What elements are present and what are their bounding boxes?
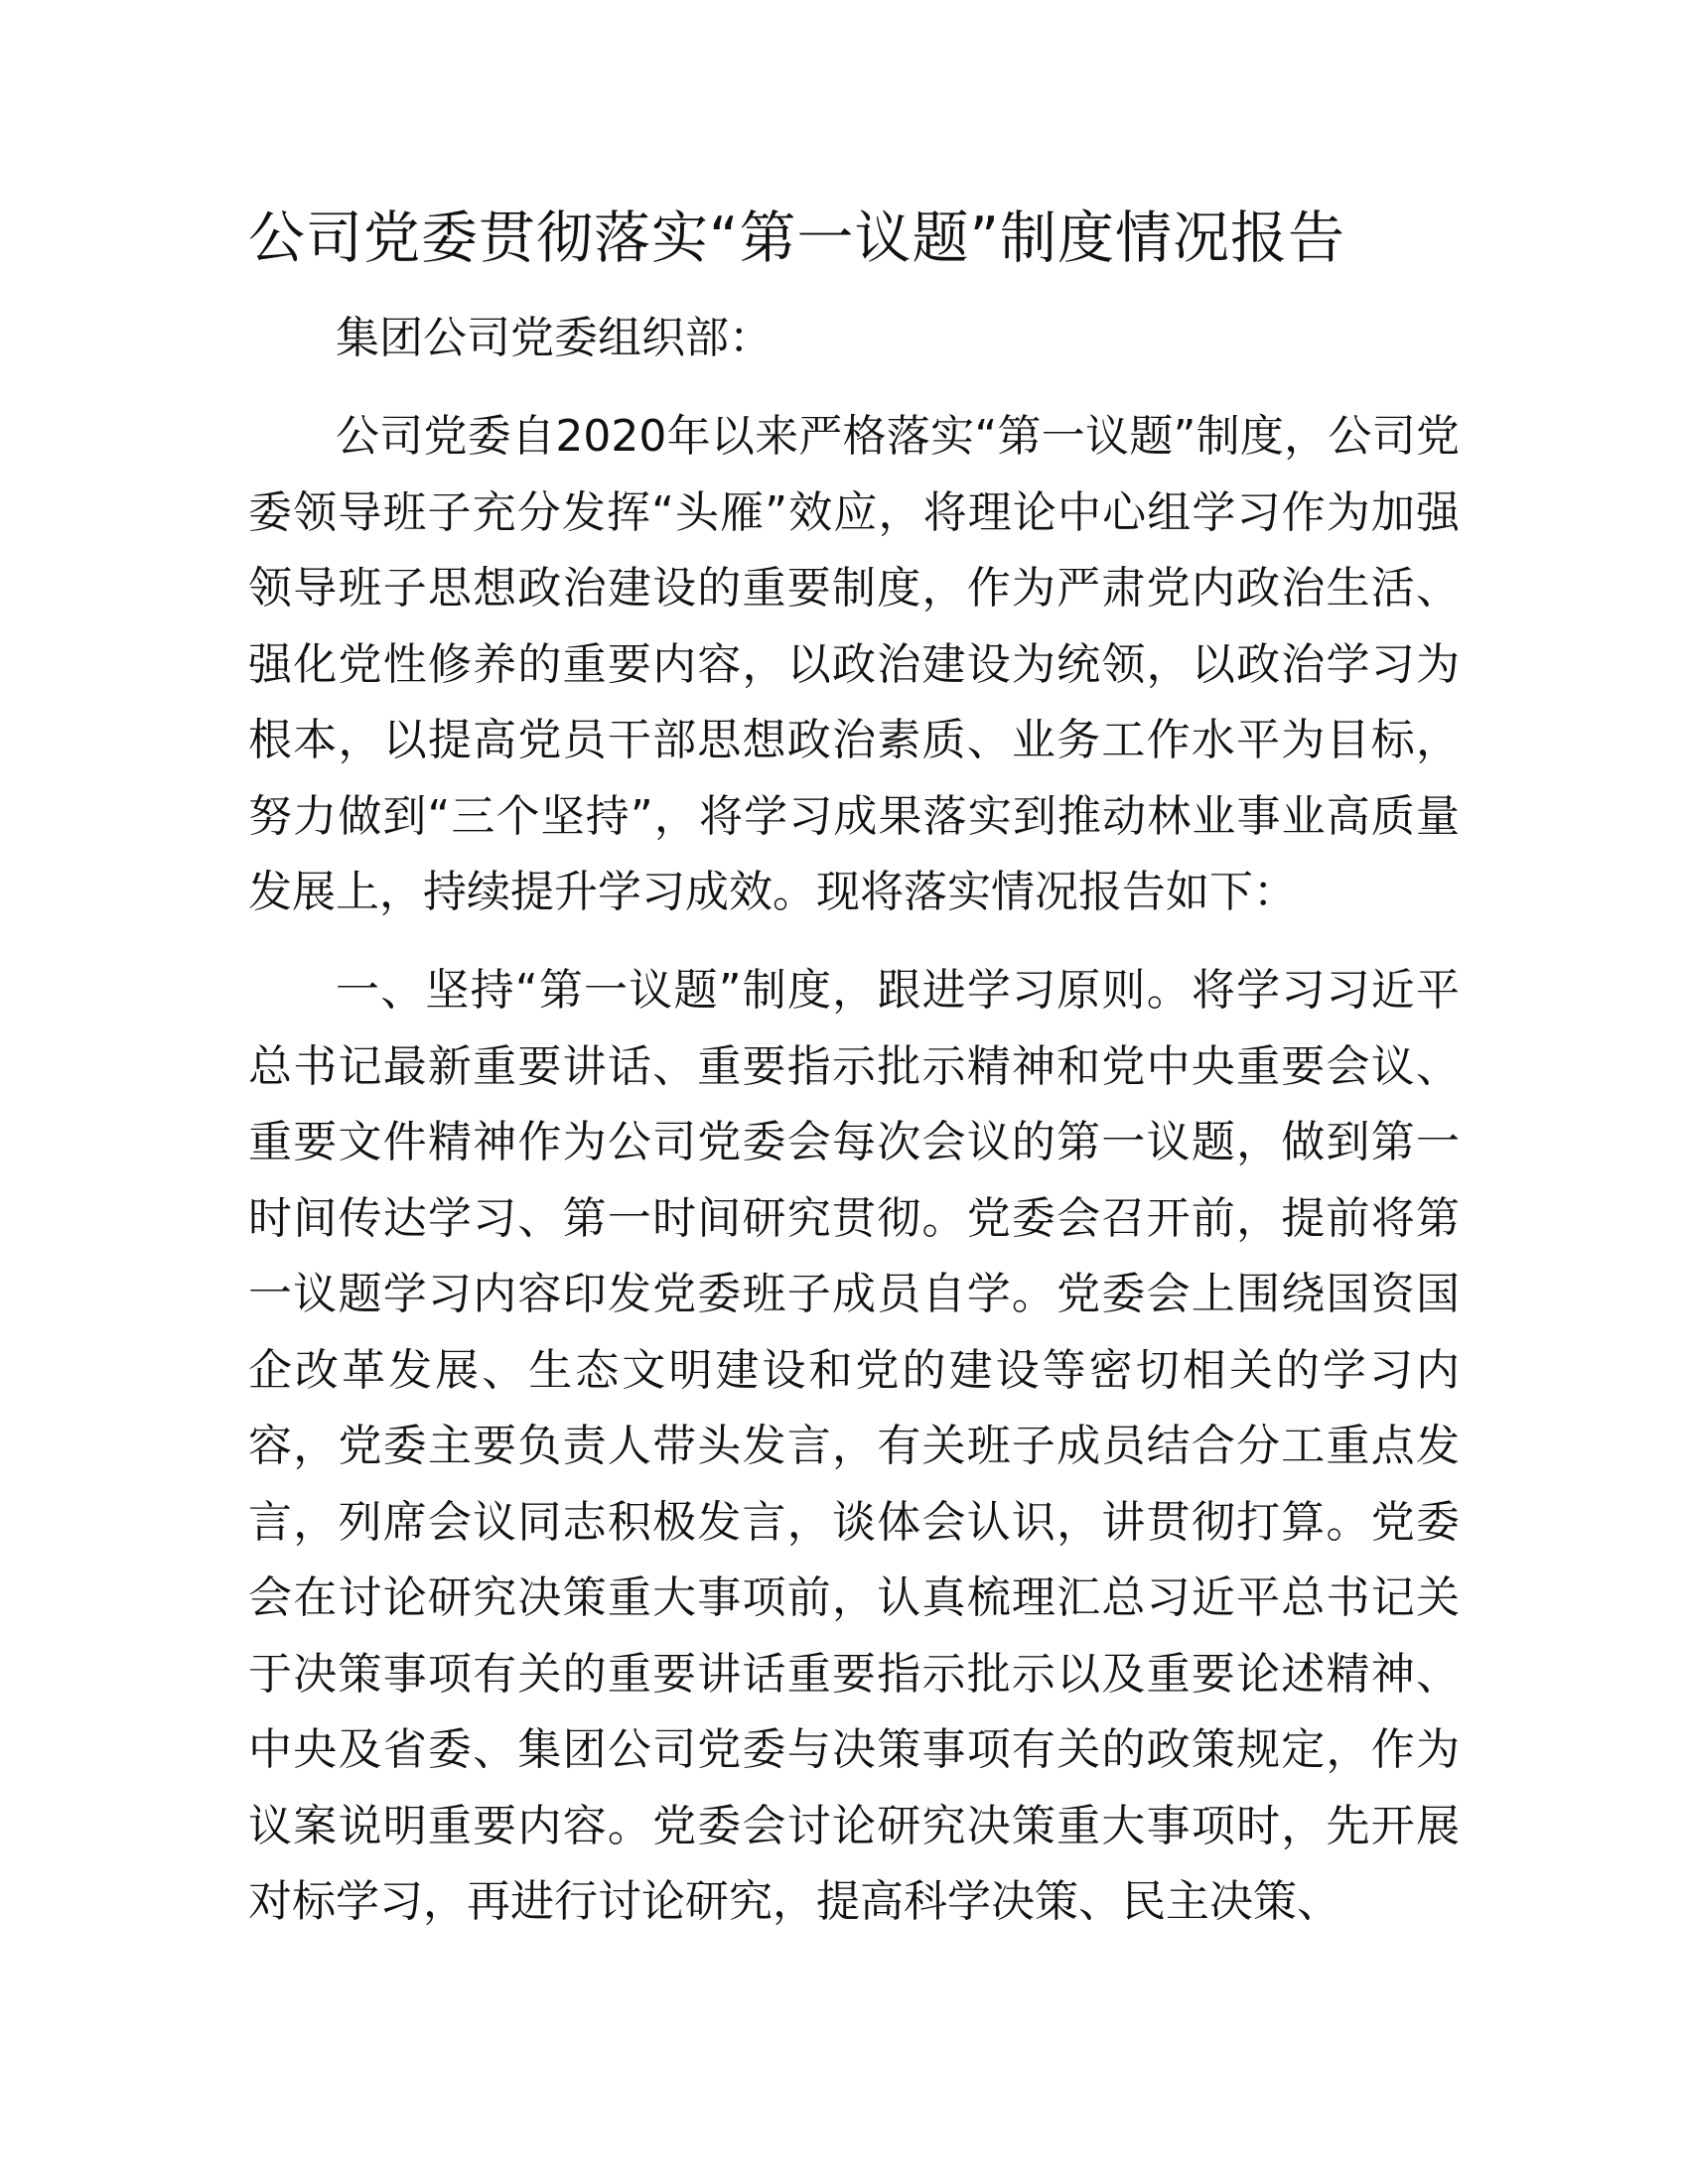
intro-paragraph: 公司党委自2020年以来严格落实“第一议题”制度，公司党委领导班子充分发挥“头雁”效应，将理论中心组学习作为加强领导班子思想政治建设的重要制度，作为严肃党内政治生活、强化党性修养的重要内容，以政治建设为统领，以政治学习为根本，以提高党员干部思想政治素质、业务工作水平为目标，努力做到“三个坚持”，将学习成果落实到推动林业事业高质量发展上，持续提升学习成效。现将落实情况报告如下： (248, 411, 1460, 917)
salutation: 集团公司党委组织部： (336, 313, 773, 363)
document-title: 公司党委贯彻落实“第一议题”制度情况报告 (248, 205, 1346, 271)
section-one-paragraph: 一、坚持“第一议题”制度，跟进学习原则。将学习习近平总书记最新重要讲话、重要指示批示精神和党中央重要会议、重要文件精神作为公司党委会每次会议的第一议题，做到第一时间传达学习、第一时间研究贯彻。党委会召开前，提前将第一议题学习内容印发党委班子成员自学。党委会上围绕国资国企改革发展、生态文明建设和党的建设等密切相关的学习内容，党委主要负责人带头发言，有关班子成员结合分工重点发言，列席会议同志积极发言，谈体会认识，讲贯彻打算。党委会在讨论研究决策重大事项前，认真梳理汇总习近平总书记关于决策事项有关的重要讲话重要指示批示以及重要论述精神、中央及省委、集团公司党委与决策事项有关的政策规定，作为议案说明重要内容。党委会讨论研究决策重大事项时，先开展对标学习，再进行讨论研究，提高科学决策、民主决策、 (248, 965, 1460, 1927)
